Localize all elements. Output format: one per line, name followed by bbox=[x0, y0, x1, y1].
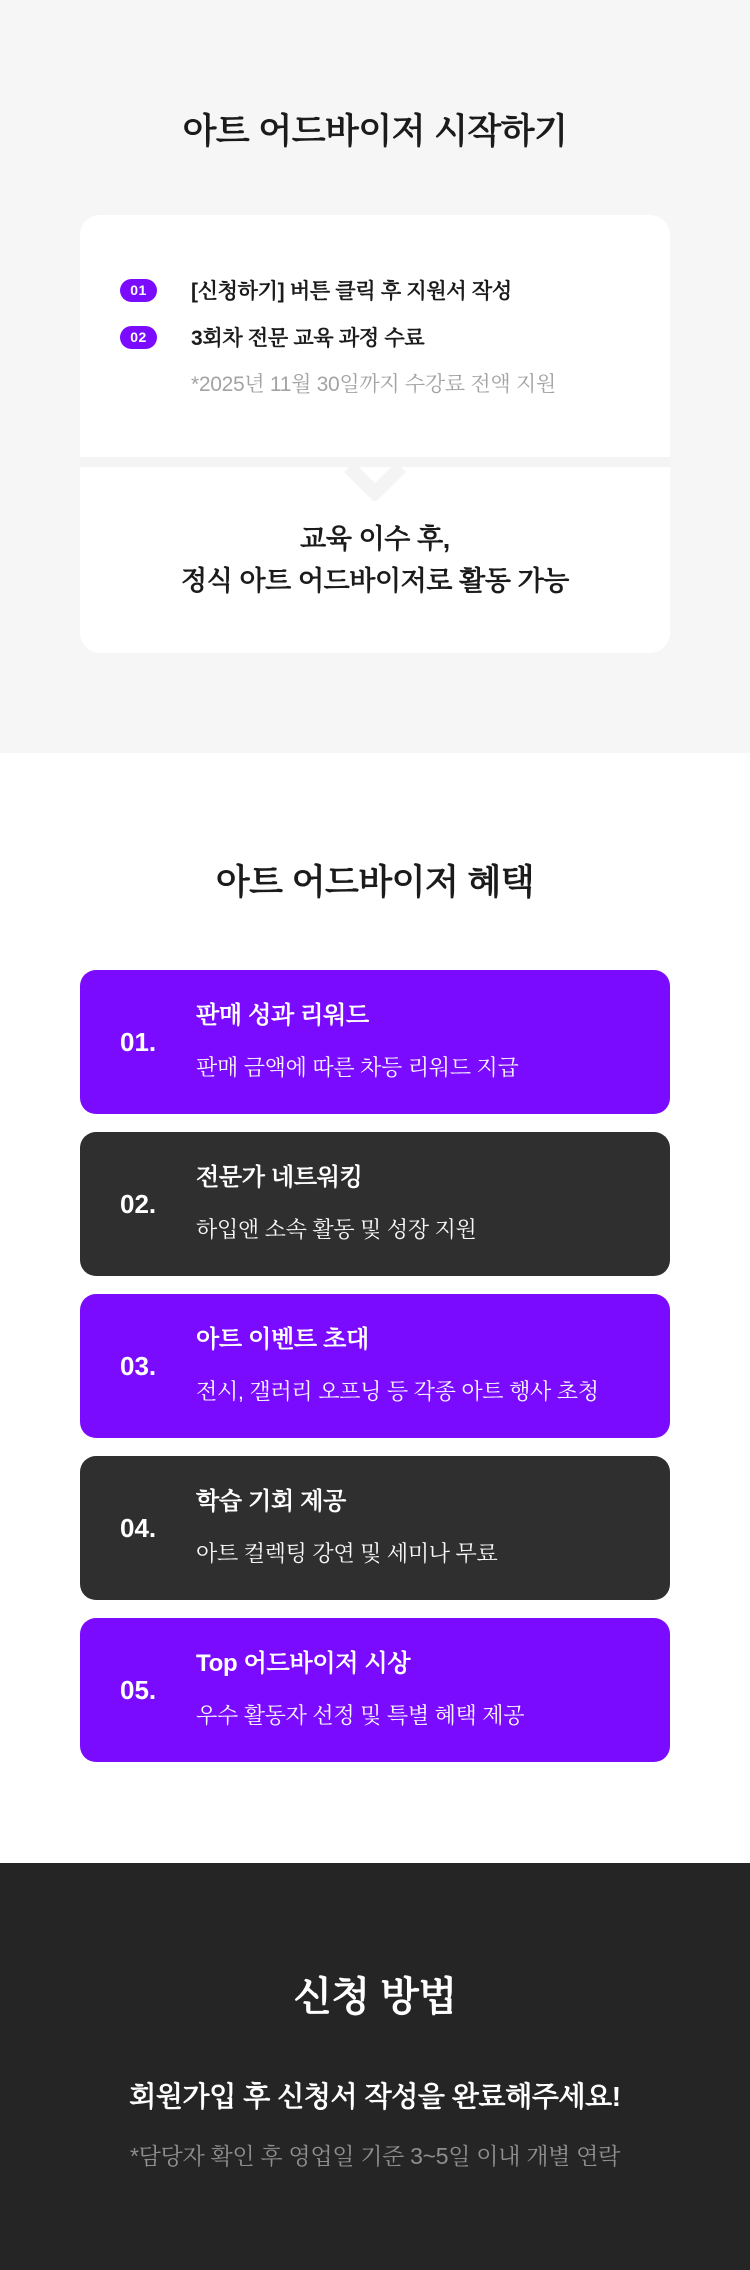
benefit-description: 하입앤 소속 활동 및 성장 지원 bbox=[196, 1217, 477, 1242]
benefit-card-2 bbox=[80, 1132, 670, 1276]
benefit-title: 전문가 네트워킹 bbox=[196, 1164, 363, 1191]
step-text: [신청하기] 버튼 클릭 후 지원서 작성 bbox=[191, 280, 512, 303]
benefit-title: 아트 이벤트 초대 bbox=[196, 1326, 369, 1353]
benefit-card-4 bbox=[80, 1456, 670, 1600]
benefits-title: 아트 어드바이저 혜택 bbox=[215, 863, 535, 902]
chevron-down-icon bbox=[342, 463, 408, 501]
result-text bbox=[80, 518, 670, 602]
benefit-card-1 bbox=[80, 970, 670, 1114]
apply-title: 신청 방법 bbox=[293, 1975, 457, 2019]
benefit-description: 판매 금액에 따른 차등 리워드 지급 bbox=[196, 1055, 519, 1080]
step-row-2 bbox=[80, 322, 670, 352]
benefit-number: 01. bbox=[120, 1026, 157, 1057]
getting-started-title: 아트 어드바이저 시작하기 bbox=[182, 112, 568, 151]
result-line-1: 교육 이수 후, bbox=[300, 524, 450, 554]
benefit-number: 02. bbox=[120, 1188, 157, 1219]
benefit-title: 판매 성과 리워드 bbox=[196, 1002, 369, 1029]
benefit-number: 05. bbox=[120, 1674, 157, 1705]
benefit-number: 04. bbox=[120, 1512, 157, 1543]
step-row-1 bbox=[80, 275, 670, 305]
benefit-card-5 bbox=[80, 1618, 670, 1762]
tuition-support-note: *2025년 11월 30일까지 수강료 전액 지원 bbox=[191, 373, 556, 396]
benefit-number: 03. bbox=[120, 1350, 157, 1381]
benefit-description: 우수 활동자 선정 및 특별 혜택 제공 bbox=[196, 1703, 525, 1728]
apply-subtitle: 회원가입 후 신청서 작성을 완료해주세요! bbox=[129, 2081, 621, 2112]
step-text: 3회차 전문 교육 과정 수료 bbox=[191, 327, 425, 350]
apply-note: *담당자 확인 후 영업일 기준 3~5일 이내 개별 연락 bbox=[129, 2143, 620, 2169]
benefit-list bbox=[0, 970, 750, 1762]
step-number-badge: 01 bbox=[120, 279, 157, 302]
step-number-badge: 02 bbox=[120, 326, 157, 349]
getting-started-card bbox=[80, 215, 670, 653]
getting-started-section bbox=[0, 0, 750, 753]
benefit-title: 학습 기회 제공 bbox=[196, 1488, 347, 1515]
steps-list bbox=[80, 275, 670, 400]
benefit-title: Top 어드바이저 시상 bbox=[196, 1650, 411, 1677]
benefit-card-3 bbox=[80, 1294, 670, 1438]
apply-section bbox=[0, 1863, 750, 2270]
result-line-2: 정식 아트 어드바이저로 활동 가능 bbox=[181, 566, 569, 596]
benefits-section bbox=[0, 753, 750, 1863]
benefit-description: 아트 컬렉팅 강연 및 세미나 무료 bbox=[196, 1541, 498, 1566]
benefit-description: 전시, 갤러리 오프닝 등 각종 아트 행사 초청 bbox=[196, 1379, 599, 1404]
